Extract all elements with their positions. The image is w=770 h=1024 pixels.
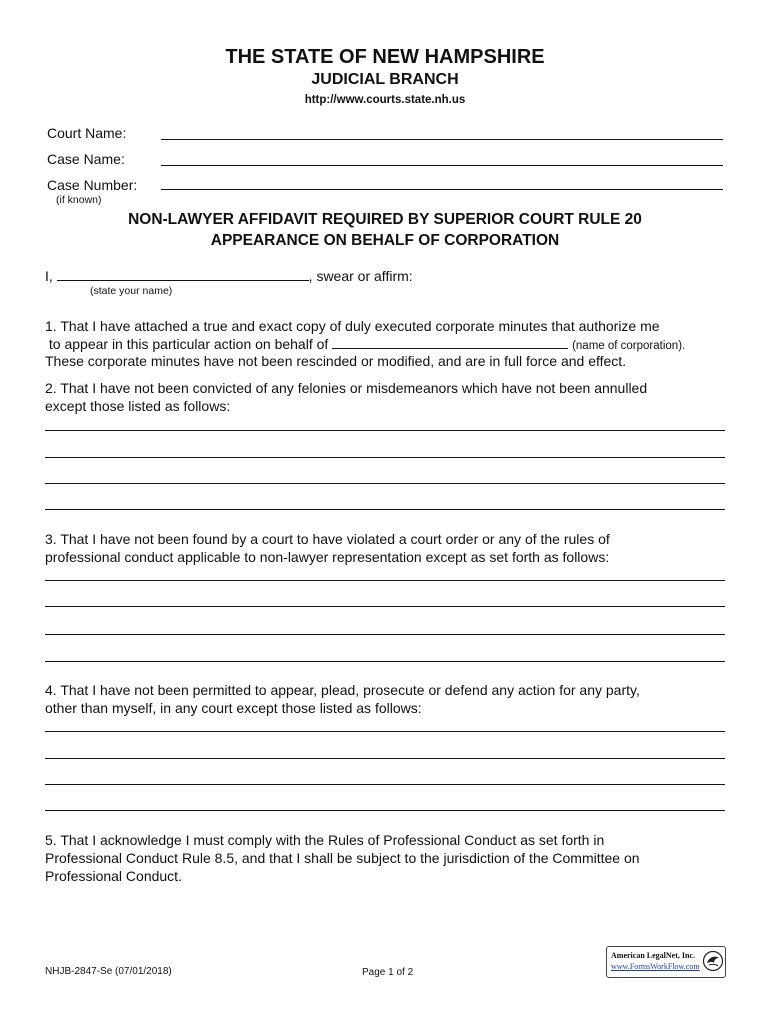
paragraph-5-line-1: 5. That I acknowledge I must comply with the Rules of Professional Conduct as set forth in (45, 832, 605, 848)
paragraph-2-answer-line-4[interactable] (45, 509, 725, 510)
publisher-logo (606, 946, 726, 978)
paragraph-4-line-2: other than myself, in any court except those listed as follows: (45, 700, 422, 716)
swear-prefix: I, (45, 268, 53, 284)
swear-suffix: , swear or affirm: (308, 268, 413, 284)
paragraph-3-answer-line-2[interactable] (45, 606, 725, 607)
state-heading: THE STATE OF NEW HAMPSHIRE (225, 46, 545, 68)
page-number: Page 1 of 2 (362, 967, 414, 978)
paragraph-3-line-1: 3. That I have not been found by a court to have violated a court order or any of the rules of (45, 531, 610, 547)
affidavit-title: NON-LAWYER AFFIDAVIT REQUIRED BY SUPERIOR COURT RULE 20 (128, 211, 642, 228)
affiant-name-field[interactable] (57, 268, 309, 281)
paragraph-3-line-2: professional conduct applicable to non-lawyer representation except as set forth as follows: (45, 549, 610, 565)
paragraph-1-line-3: These corporate minutes have not been rescinded or modified, and are in full force and effect. (45, 353, 627, 369)
case-name-label: Case Name: (47, 151, 125, 167)
swear-line (45, 267, 413, 285)
case-name-field[interactable] (161, 165, 723, 166)
paragraph-2-answer-line-3[interactable] (45, 483, 725, 484)
paragraph-4-answer-line-1[interactable] (45, 731, 725, 732)
publisher-name: American LegalNet, Inc. (611, 951, 695, 960)
paragraph-4-answer-line-3[interactable] (45, 784, 725, 785)
paragraph-5-line-3: Professional Conduct. (45, 868, 182, 884)
paragraph-3-answer-line-1[interactable] (45, 580, 725, 581)
corporation-name-field[interactable] (332, 336, 568, 349)
paragraph-2-line-2: except those listed as follows: (45, 398, 231, 414)
corporation-name-hint: (name of corporation). (572, 340, 686, 352)
paragraph-3-answer-line-3[interactable] (45, 634, 725, 635)
paragraph-1-line-1: 1. That I have attached a true and exact copy of duly executed corporate minutes that authorize me (45, 318, 660, 334)
eagle-emblem-icon (702, 950, 724, 972)
paragraph-4-answer-line-4[interactable] (45, 810, 725, 811)
paragraph-2-answer-line-1[interactable] (45, 430, 725, 431)
paragraph-3-answer-line-4[interactable] (45, 661, 725, 662)
paragraph-2-answer-line-2[interactable] (45, 457, 725, 458)
form-id: NHJB-2847-Se (07/01/2018) (45, 966, 172, 977)
paragraph-1-text: to appear in this particular action on behalf of (45, 336, 329, 352)
affidavit-subtitle: APPEARANCE ON BEHALF OF CORPORATION (210, 232, 560, 249)
case-number-label: Case Number: (47, 177, 138, 193)
case-number-field[interactable] (161, 189, 723, 190)
paragraph-5-line-2: Professional Conduct Rule 8.5, and that I shall be subject to the jurisdiction of the Committee on (45, 850, 640, 866)
court-name-field[interactable] (161, 139, 723, 140)
state-name-hint: (state your name) (90, 285, 173, 297)
publisher-url-link[interactable]: www.FormsWorkFlow.com (611, 962, 700, 971)
branch-heading: JUDICIAL BRANCH (311, 71, 459, 88)
court-name-label: Court Name: (47, 125, 127, 141)
court-website-link[interactable]: http://www.courts.state.nh.us (304, 94, 466, 106)
paragraph-4-line-1: 4. That I have not been permitted to appear, plead, prosecute or defend any action for any party, (45, 682, 640, 698)
paragraph-2-line-1: 2. That I have not been convicted of any felonies or misdemeanors which have not been annulled (45, 380, 648, 396)
paragraph-4-answer-line-2[interactable] (45, 758, 725, 759)
if-known-hint: (if known) (56, 194, 102, 206)
